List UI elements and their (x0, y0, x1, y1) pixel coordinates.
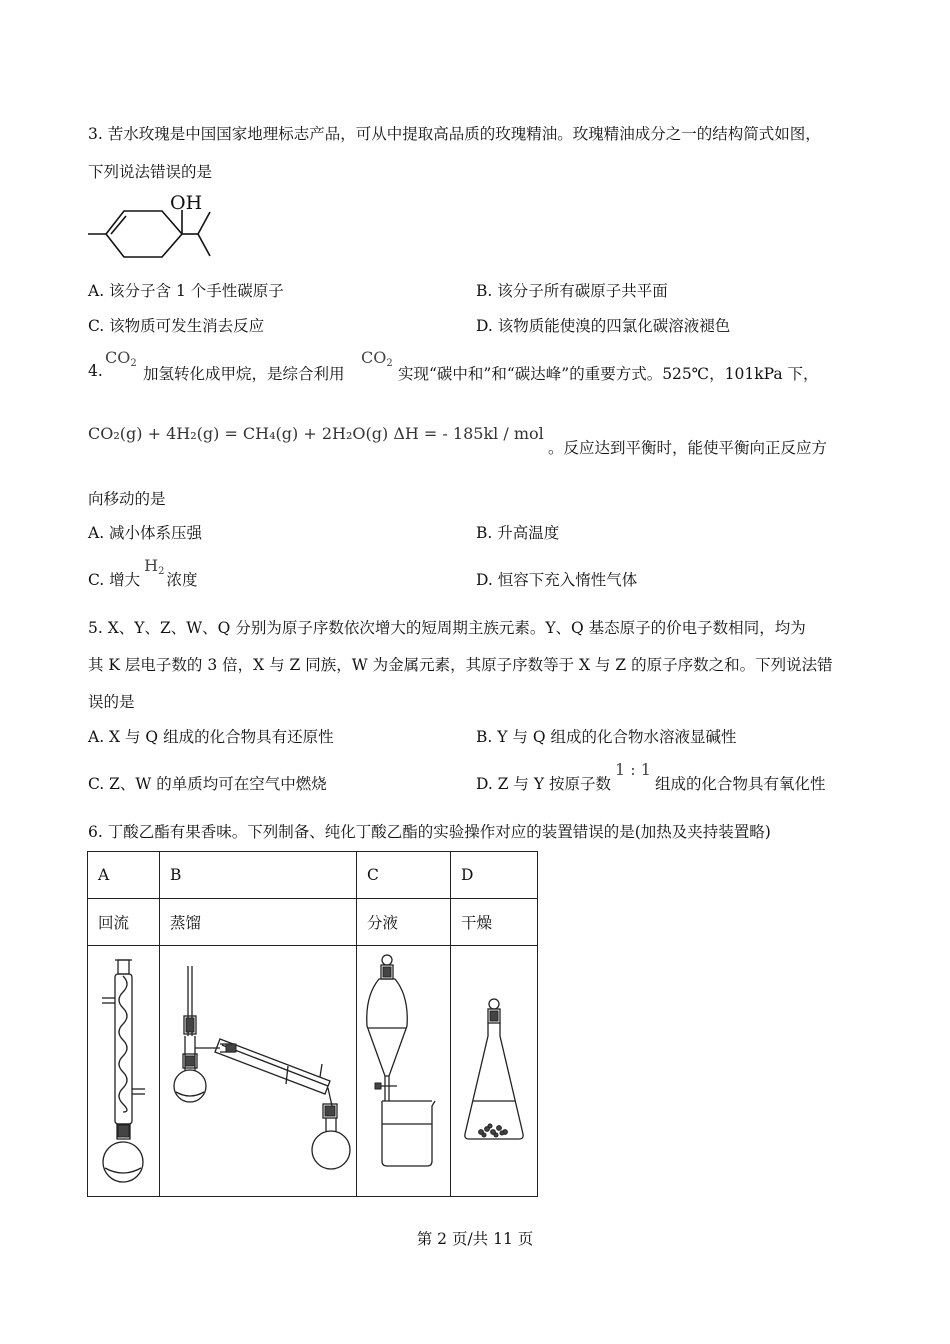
q5-option-b: B. Y 与 Q 组成的化合物水溶液显碱性 (476, 728, 737, 746)
drying-apparatus-cell (451, 946, 538, 1197)
q4-number: 4. (88, 362, 103, 380)
header-c: C (357, 852, 451, 899)
q3-stem-line2: 下列说法错误的是 (88, 163, 213, 181)
q3-option-c: C. 该物质可发生消去反应 (88, 317, 265, 335)
reflux-condenser-icon (88, 946, 159, 1192)
distillation-apparatus-cell (160, 946, 357, 1197)
q3-option-d: D. 该物质能使溴的四氯化碳溶液褪色 (476, 317, 731, 335)
q6-stem: 6. 丁酸乙酯有果香味。下列制备、纯化丁酸乙酯的实验操作对应的装置错误的是(加热及夹持装置略) (88, 823, 771, 841)
q5-stem-line3: 误的是 (88, 693, 135, 711)
reflux-apparatus-cell (88, 946, 160, 1197)
q4-co2-formula-2: $CO_2$ (361, 348, 393, 369)
separation-apparatus-cell (357, 946, 451, 1197)
q5-option-a: A. X 与 Q 组成的化合物具有还原性 (88, 728, 334, 746)
q4-option-a: A. 减小体系压强 (88, 524, 203, 542)
oh-label: OH (170, 192, 203, 214)
header-d: D (451, 852, 538, 899)
q4-option-b: B. 升高温度 (476, 524, 560, 542)
molecule-structure (86, 188, 226, 264)
q4-option-d: D. 恒容下充入惰性气体 (476, 571, 638, 589)
q3-stem-line1: 3. 苦水玫瑰是中国国家地理标志产品，可从中提取高品质的玫瑰精油。玫瑰精油成分之一的结构简式如图， (88, 125, 821, 143)
q4-equation: CO₂(g) + 4H₂(g) = CH₄(g) + 2H₂O(g) ΔH = - 185kl / mol (88, 424, 544, 443)
q4-co2-formula-1: $CO_2$ (105, 348, 137, 369)
header-b: B (160, 852, 357, 899)
q5-stem-line2: 其 K 层电子数的 3 倍，X 与 Z 同族，W 为金属元素，其原子序数等于 X 与 Z 的原子序数之和。下列说法错 (88, 656, 833, 674)
erlenmeyer-flask-icon (451, 946, 537, 1192)
operation-drying: 干燥 (451, 899, 538, 946)
page-footer: 第 2 页/共 11 页 (416, 1230, 534, 1248)
q3-option-b: B. 该分子所有碳原子共平面 (476, 282, 668, 300)
q4-text-c: 。反应达到平衡时，能使平衡向正反应方 (548, 439, 828, 457)
q4-text-d: 向移动的是 (88, 490, 166, 508)
q4-text-b: 实现“碳中和”和“碳达峰”的重要方式。525℃，101kPa 下， (398, 365, 819, 383)
operation-distillation: 蒸馏 (160, 899, 357, 946)
q5-stem-line1: 5. X、Y、Z、W、Q 分别为原子序数依次增大的短周期主族元素。Y、Q 基态原子的价电子数相同，均为 (88, 619, 806, 637)
q5-option-d: D. Z 与 Y 按原子数1 : 1组成的化合物具有氧化性 (476, 760, 826, 793)
separatory-funnel-icon (357, 946, 450, 1192)
q4-option-c: C. 增大$H_2$ 浓度 (88, 556, 198, 589)
operation-separation: 分液 (357, 899, 451, 946)
apparatus-table (87, 851, 538, 1197)
distillation-setup-icon (160, 946, 356, 1192)
q4-text-a: 加氢转化成甲烷，是综合利用 (143, 365, 345, 383)
operation-reflux: 回流 (88, 899, 160, 946)
q3-option-a: A. 该分子含 1 个手性碳原子 (88, 282, 284, 300)
header-a: A (88, 852, 160, 899)
q5-option-c: C. Z、W 的单质均可在空气中燃烧 (88, 775, 327, 793)
